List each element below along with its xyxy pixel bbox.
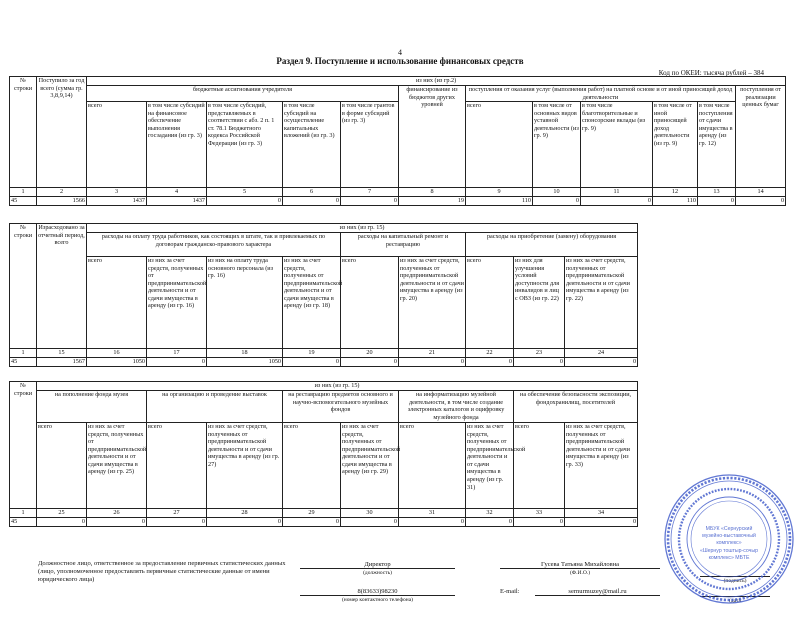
security-header: на обеспечение безопасности экспозиции, фондохранилищ, посетителей	[514, 391, 638, 423]
row-number-header: № строки	[10, 382, 37, 509]
informatization-total-header: всего	[399, 423, 466, 509]
of-which-header: из них (из гр. 15)	[37, 382, 638, 391]
paid-services-header: поступления от оказания услуг (выполнения работ) на платной основе и от иной приносящей доход деятельности	[466, 86, 736, 102]
value-cell: 0	[399, 358, 466, 367]
fund-header: на пополнение фонда музея	[37, 391, 147, 423]
svg-text:музейно-выставочный: музейно-выставочный	[702, 533, 756, 539]
value-cell: 1437	[147, 197, 207, 206]
table-row	[10, 358, 638, 367]
col-num: 1	[10, 188, 37, 197]
value-cell: 0	[581, 197, 653, 206]
col-num: 4	[147, 188, 207, 197]
repair-header: расходы на капитальный ремонт и реставрацию	[341, 233, 466, 257]
value-cell: 0	[207, 518, 283, 527]
value-cell: 0	[565, 518, 638, 527]
budget-total-header: всего	[87, 102, 147, 188]
budget-header: бюджетные ассигнования учредителя	[87, 86, 399, 102]
col-num: 12	[653, 188, 698, 197]
table-row	[10, 518, 638, 527]
paid-main-header: в том числе от основных видов уставной деятельности (из гр. 9)	[533, 102, 581, 188]
informatization-paid-header: из них за счет средств, полученных от предпринимательской деятельности и от сдачи имущества в аренду (из гр. 31)	[466, 423, 514, 509]
exhibitions-paid-header: из них за счет средств, полученных от предпринимательской деятельности и от сдачи имущества в аренду (из гр. 27)	[207, 423, 283, 509]
row-code: 45	[10, 197, 37, 206]
equipment-paid-header: из них за счет средств, полученных от предпринимательской деятельности и от сдачи имущества в аренду (из гр. 22)	[565, 257, 638, 349]
col-num: 33	[514, 509, 565, 518]
paid-total-header: всего	[466, 102, 533, 188]
col-num: 26	[87, 509, 147, 518]
salary-main-paid-header: из них за счет средств, полученных от предпринимательской деятельности и от сдачи имущества в аренду (из гр. 18)	[283, 257, 341, 349]
col-num: 7	[341, 188, 399, 197]
value-cell: 0	[283, 197, 341, 206]
col-num: 27	[147, 509, 207, 518]
paid-other-header: в том числе от иной приносящей доход деятельности (из гр. 9)	[653, 102, 698, 188]
col-num: 11	[581, 188, 653, 197]
name-value: Гусева Татьяна Михайловна	[500, 561, 660, 569]
value-cell: 0	[283, 518, 341, 527]
col-num: 17	[147, 349, 207, 358]
col-num: 30	[341, 509, 399, 518]
exhibitions-header: на организацию и проведение выставок	[147, 391, 283, 423]
svg-text:комплекс»: комплекс»	[716, 540, 742, 546]
value-cell: 1437	[87, 197, 147, 206]
col-num: 19	[283, 349, 341, 358]
phone-value: 8(83633)98230	[300, 588, 455, 596]
email-label: E-mail:	[500, 588, 520, 595]
equipment-header: расходы на приобретение (замену) оборудования	[466, 233, 638, 257]
value-cell: 19	[399, 197, 466, 206]
salary-header: расходы на оплату труда работников, как состоящих в штате, так и привлекаемых по договорам гражданско-правового характера	[87, 233, 341, 257]
column-number-row	[10, 349, 638, 358]
page-number: 4	[398, 48, 402, 57]
col-num: 13	[698, 188, 736, 197]
col-num: 23	[514, 349, 565, 358]
security-total-header: всего	[514, 423, 565, 509]
value-cell: 0	[341, 197, 399, 206]
value-cell: 0	[565, 358, 638, 367]
security-paid-header: из них за счет средств, полученных от предпринимательской деятельности и от сдачи имущества в аренду (из гр. 33)	[565, 423, 638, 509]
col-num: 25	[37, 509, 87, 518]
fund-total-header: всего	[37, 423, 87, 509]
col-num: 34	[565, 509, 638, 518]
col-num: 10	[533, 188, 581, 197]
equipment-total-header: всего	[466, 257, 514, 349]
col-num: 20	[341, 349, 399, 358]
restoration-header: на реставрацию предметов основного и научно-вспомогательного музейных фондов	[283, 391, 399, 423]
phone-caption: (номер контактного телефона)	[341, 597, 414, 603]
value-cell: 0	[514, 358, 565, 367]
section-title: Раздел 9. Поступление и использование финансовых средств	[276, 56, 524, 66]
name-caption: (Ф.И.О.)	[569, 570, 591, 576]
exhibitions-total-header: всего	[147, 423, 207, 509]
position-value: Директор	[300, 561, 455, 569]
svg-text:«Шернур тоштыр-сочыр: «Шернур тоштыр-сочыр	[700, 548, 758, 554]
row-number-header: № строки	[10, 77, 37, 188]
col-num: 6	[283, 188, 341, 197]
row-code: 45	[10, 518, 37, 527]
col-num: 29	[283, 509, 341, 518]
of-which-header: из них (из гр.2)	[87, 77, 786, 86]
restoration-paid-header: из них за счет средств, полученных от предпринимательской деятельности и от сдачи имущества в аренду (из гр. 29)	[341, 423, 399, 509]
col-num: 8	[399, 188, 466, 197]
col-num: 31	[399, 509, 466, 518]
responsible-official-text: Должностное лицо, ответственное за предоставление первичных статистических данных (лицо, уполномоченное предоставлять первичные статистические данные от имени юридического лица)	[38, 560, 286, 584]
col-num: 18	[207, 349, 283, 358]
value-cell: 0	[341, 518, 399, 527]
col-num: 21	[399, 349, 466, 358]
equipment-ovz-header: из них для улучшения условий доступности для инвалидов и лиц с ОВЗ (из гр. 22)	[514, 257, 565, 349]
budget-grants-header: в том числе грантов в форме субсидий (из гр. 3)	[341, 102, 399, 188]
col-num: 2	[37, 188, 87, 197]
value-cell: 0	[736, 197, 786, 206]
value-cell: 0	[466, 518, 514, 527]
col-num: 15	[37, 349, 87, 358]
column-number-row	[10, 188, 786, 197]
value-cell: 1566	[37, 197, 87, 206]
museum-expenses-table	[9, 381, 638, 527]
expenses-table	[9, 223, 638, 367]
col-num: 9	[466, 188, 533, 197]
value-cell: 0	[37, 518, 87, 527]
value-cell: 0	[466, 358, 514, 367]
income-table	[9, 76, 786, 206]
col-num: 1	[10, 349, 37, 358]
col-num: 3	[87, 188, 147, 197]
row-number-header: № строки	[10, 224, 37, 349]
signature-caption: (подпись)	[723, 578, 747, 584]
col-num: 28	[207, 509, 283, 518]
salary-total-header: всего	[87, 257, 147, 349]
value-cell: 110	[653, 197, 698, 206]
row-code: 45	[10, 358, 37, 367]
value-cell: 0	[514, 518, 565, 527]
svg-text:комплекс» МБТЕ: комплекс» МБТЕ	[708, 555, 750, 561]
value-cell: 0	[283, 358, 341, 367]
svg-text:МБУК «Сернурский: МБУК «Сернурский	[705, 526, 753, 532]
repair-total-header: всего	[341, 257, 399, 349]
col-num: 16	[87, 349, 147, 358]
fund-paid-header: из них за счет средств, полученных от предпринимательской деятельности и от сдачи имущества в аренду (из гр. 25)	[87, 423, 147, 509]
spent-total-header: Израсходовано за отчетный период, всего	[37, 224, 87, 349]
col-num: 14	[736, 188, 786, 197]
col-num: 24	[565, 349, 638, 358]
restoration-total-header: всего	[283, 423, 341, 509]
col-num: 5	[207, 188, 283, 197]
value-cell: 1567	[37, 358, 87, 367]
table-row	[10, 197, 786, 206]
budget-capital-header: в том числе субсидий на осуществление капитальных вложений (из гр. 3)	[283, 102, 341, 188]
value-cell: 0	[533, 197, 581, 206]
organization-stamp	[660, 470, 798, 608]
value-cell: 0	[399, 518, 466, 527]
budget-state-task-header: в том числе субсидий на финансовое обеспечение выполнения госзадания (из гр. 3)	[147, 102, 207, 188]
salary-main-header: из них на оплату труда основного персонала (из гр. 16)	[207, 257, 283, 349]
col-num: 1	[10, 509, 37, 518]
of-which-header: из них (из гр. 15)	[87, 224, 638, 233]
securities-header: поступления от реализации ценных бумаг	[736, 86, 786, 188]
value-cell: 0	[147, 518, 207, 527]
col-num: 22	[466, 349, 514, 358]
value-cell: 0	[147, 358, 207, 367]
value-cell: 0	[341, 358, 399, 367]
budget-781-header: в том числе субсидий, представляемых в соответствии с абз. 2 п. 1 ст. 78.1 Бюджетного кодекса Российской Федерации (из гр. 3)	[207, 102, 283, 188]
col-num: 32	[466, 509, 514, 518]
value-cell: 0	[207, 197, 283, 206]
total-income-header: Поступило за год всего (сумма гр. 3,8,9,14)	[37, 77, 87, 188]
value-cell: 0	[87, 518, 147, 527]
value-cell: 110	[466, 197, 533, 206]
value-cell: 1050	[207, 358, 283, 367]
stamp-seal	[660, 470, 798, 608]
value-cell: 1050	[87, 358, 147, 367]
salary-paid-header: из них за счет средств, полученных от предпринимательской деятельности и от сдачи имущества в аренду (из гр. 16)	[147, 257, 207, 349]
okei-code: Код по ОКЕИ: тысяча рублей – 384	[658, 69, 764, 77]
paid-rent-header: в том числе поступления от сдачи имущества в аренду (из гр. 12)	[698, 102, 736, 188]
column-number-row	[10, 509, 638, 518]
date-caption: (дата	[729, 598, 741, 604]
paid-sponsor-header: в том числе благотворительные и спонсорские вклады (из гр. 9)	[581, 102, 653, 188]
repair-paid-header: из них за счет средств, полученных от предпринимательской деятельности и от сдачи имущества в аренду (из гр. 20)	[399, 257, 466, 349]
other-levels-header: финансирование из бюджетов других уровней	[399, 86, 466, 188]
value-cell: 0	[698, 197, 736, 206]
position-caption: (должность)	[363, 570, 392, 576]
email-value: sernurmuzey@mail.ru	[535, 588, 660, 596]
informatization-header: на информатизацию музейной деятельности, в том числе создание электронных каталогов и оцифровку музейного фонда	[399, 391, 514, 423]
